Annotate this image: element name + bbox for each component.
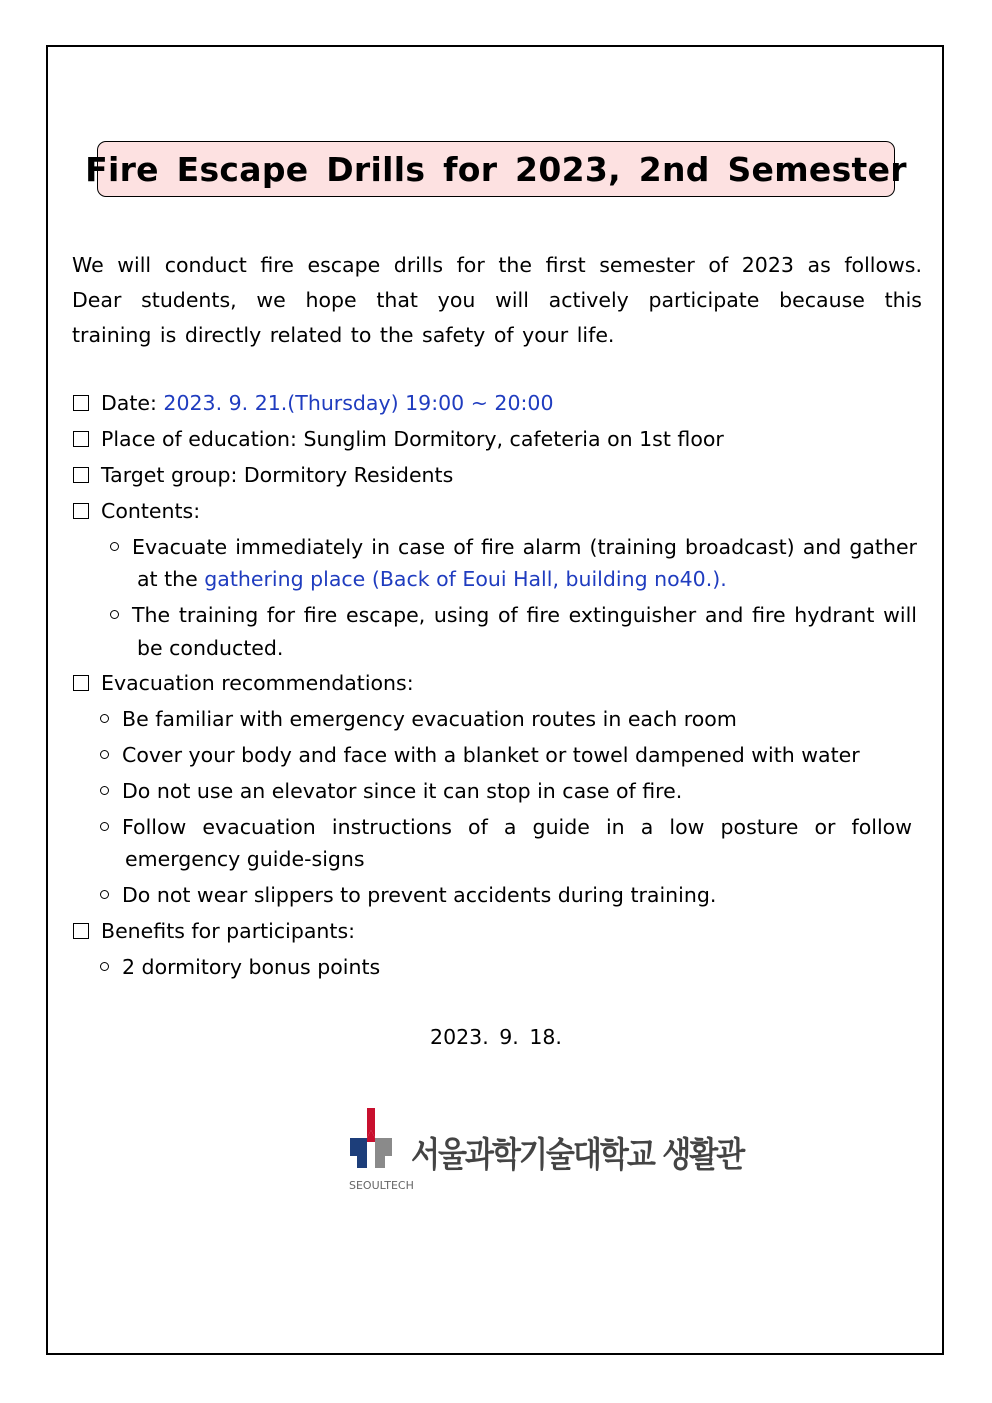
contents-item-1-line-1: Evacuate immediately in case of fire alarm (training broadcast) and gather <box>132 535 917 559</box>
gathering-place-text: gathering place (Back of Eoui Hall, building no40.). <box>204 567 727 591</box>
evacuation-item-text: Cover your body and face with a blanket or towel dampened with water <box>122 743 860 767</box>
evacuation-item-text: Follow evacuation instructions of a guide in a low posture or follow <box>122 815 912 839</box>
logo-english-name: SEOULTECH <box>349 1179 414 1192</box>
evacuation-item-text: Be familiar with emergency evacuation routes in each room <box>122 707 737 731</box>
benefits-item <box>100 953 380 981</box>
benefits-line <box>73 917 355 945</box>
checkbox-square-icon <box>73 467 89 483</box>
bullet-circle-icon <box>100 822 109 831</box>
date-label: Date: <box>101 391 164 415</box>
bullet-circle-icon <box>100 714 109 723</box>
intro-paragraph <box>72 248 922 353</box>
signed-date: 2023. 9. 18. <box>430 1025 562 1049</box>
bullet-circle-icon <box>100 890 109 899</box>
intro-line: Dear students, we hope that you will actively participate because this <box>72 288 922 312</box>
evacuation-line <box>73 669 414 697</box>
bullet-circle-icon <box>100 786 109 795</box>
contents-item-2 <box>110 601 922 629</box>
contents-line <box>73 497 200 525</box>
contents-item-1 <box>110 533 922 561</box>
checkbox-square-icon <box>73 503 89 519</box>
bullet-circle-icon <box>110 542 119 551</box>
contents-label: Contents: <box>101 499 201 523</box>
evacuation-item-continuation: emergency guide-signs <box>125 847 365 871</box>
page-title: Fire Escape Drills for 2023, 2nd Semester <box>85 149 907 189</box>
bullet-circle-icon <box>110 610 119 619</box>
checkbox-square-icon <box>73 675 89 691</box>
contents-item-2-line-2: be conducted. <box>137 636 284 660</box>
logo-korean-name: 서울과학기술대학교 생활관 <box>411 1135 744 1176</box>
date-line <box>73 389 554 417</box>
evacuation-item-text: Do not wear slippers to prevent accidents during training. <box>122 883 717 907</box>
checkbox-square-icon <box>73 395 89 411</box>
checkbox-square-icon <box>73 923 89 939</box>
place-line <box>73 425 724 453</box>
contents-item-1-prefix: at the <box>137 567 205 591</box>
title-banner <box>85 141 907 197</box>
date-value: 2023. 9. 21.(Thursday) 19:00 ~ 20:00 <box>163 391 554 415</box>
evacuation-label: Evacuation recommendations: <box>101 671 414 695</box>
intro-line: We will conduct fire escape drills for the first semester of 2023 as follows. <box>72 253 922 277</box>
evacuation-item <box>100 881 716 909</box>
evacuation-item-text: Do not use an elevator since it can stop in case of fire. <box>122 779 683 803</box>
evacuation-item <box>100 705 737 733</box>
target-line <box>73 461 453 489</box>
intro-line: training is directly related to the safety of your life. <box>72 323 615 347</box>
benefits-item-text: 2 dormitory bonus points <box>122 955 381 979</box>
checkbox-square-icon <box>73 431 89 447</box>
evacuation-item <box>100 813 922 841</box>
place-text: Place of education: Sunglim Dormitory, cafeteria on 1st floor <box>101 427 724 451</box>
evacuation-item <box>100 741 860 769</box>
bullet-circle-icon <box>100 750 109 759</box>
benefits-label: Benefits for participants: <box>101 919 356 943</box>
bullet-circle-icon <box>100 962 109 971</box>
contents-item-1-line-2 <box>137 565 727 593</box>
target-text: Target group: Dormitory Residents <box>101 463 454 487</box>
contents-item-2-line-1: The training for fire escape, using of fire extinguisher and fire hydrant will <box>132 603 917 627</box>
evacuation-item <box>100 777 682 805</box>
